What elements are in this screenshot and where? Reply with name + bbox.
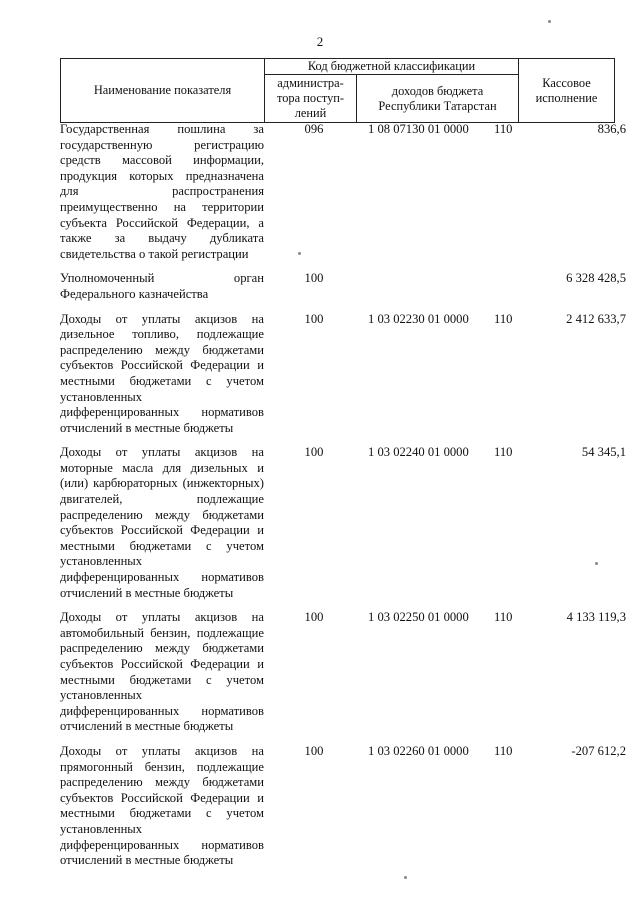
row-name: Доходы от уплаты акцизов на дизельное топливо, подлежащие распределению между бюджетами субъектов Российской Федерации и местными бюджетами с учетом установленных дифференцированных нормативов отчислений в местные бюджеты — [60, 311, 264, 435]
row-amount: 836,6 — [597, 122, 626, 136]
row-subcode: 110 — [494, 311, 513, 326]
header-name-column: Наименование показателя — [61, 59, 265, 123]
row-subcode — [494, 271, 524, 302]
row-admin-code: 100 — [304, 445, 324, 460]
header-income-column: доходов бюджета Республики Татарстан — [357, 75, 519, 123]
row-amount: 54 345,1 — [581, 445, 626, 460]
row-subcode: 110 — [494, 610, 513, 625]
row-name: Доходы от уплаты акцизов на автомобильный бензин, подлежащие распределению между бюджетами субъектов Российской Федерации и местными бюджетами с учетом установленных дифференцированных нормативов отчислений в местные бюджеты — [60, 610, 264, 734]
header-budget-code-group: Код бюджетной классификации — [265, 59, 519, 75]
row-spacer — [60, 436, 630, 445]
row-income-code: 1 03 02250 01 0000 — [368, 610, 469, 625]
table-row — [60, 610, 630, 735]
row-subcode: 110 — [494, 743, 513, 758]
table-row — [60, 744, 630, 869]
row-spacer — [60, 303, 630, 312]
row-name: Уполномоченный орган Федерального казначейства — [60, 271, 264, 301]
row-name: Доходы от уплаты акцизов на прямогонный бензин, подлежащие распределению между бюджетами субъектов Российской Федерации и местными бюджетами с учетом установленных дифференцированных нормативов отчислений в местные бюджеты — [60, 743, 264, 868]
row-spacer — [60, 735, 630, 744]
row-subcode: 110 — [494, 122, 513, 136]
row-amount: 6 328 428,5 — [566, 271, 626, 286]
scan-speck — [548, 20, 551, 23]
row-income-code: 1 08 07130 01 0000 — [368, 122, 469, 136]
table-header — [60, 58, 615, 123]
row-amount: 2 412 633,7 — [566, 311, 626, 326]
table-row — [60, 122, 630, 262]
row-admin-code: 100 — [304, 610, 324, 625]
scan-speck — [298, 252, 301, 255]
row-income-code: 1 03 02230 01 0000 — [368, 311, 469, 326]
row-spacer — [60, 601, 630, 610]
row-admin-code: 100 — [304, 743, 324, 758]
row-income-code — [360, 271, 494, 302]
row-admin-code: 100 — [304, 311, 324, 326]
row-name: Государственная пошлина за государственную регистрацию средств массовой информации, продукция которых предназначена для распространения преимущественно на территории субъекта Российской Федерации, а также за выдачу дубликата свидетельства о такой регистрации — [60, 122, 264, 261]
row-admin-code: 096 — [304, 122, 324, 136]
scan-speck — [404, 876, 407, 879]
table-row — [60, 445, 630, 601]
scan-speck — [595, 562, 598, 565]
row-income-code: 1 03 02260 01 0000 — [368, 743, 469, 758]
header-execution-column: Кассовое исполнение — [519, 59, 615, 123]
row-income-code: 1 03 02240 01 0000 — [368, 445, 469, 460]
table-row — [60, 312, 630, 437]
row-name: Доходы от уплаты акцизов на моторные масла для дизельных и (или) карбюраторных (инжекторных) двигателей, подлежащие распределению между бюджетами субъектов Российской Федерации и местными бюджетами с учетом установленных дифференцированных нормативов отчислений в местные бюджеты — [60, 445, 264, 600]
page-number: 2 — [316, 34, 324, 49]
row-subcode: 110 — [494, 445, 513, 460]
row-admin-code: 100 — [304, 271, 324, 286]
row-amount: 4 133 119,3 — [566, 610, 626, 625]
table-row — [60, 271, 630, 302]
row-amount: -207 612,2 — [571, 743, 626, 758]
row-spacer — [60, 262, 630, 271]
header-admin-column: администра-тора поступ-лений — [265, 75, 357, 123]
table-body — [60, 122, 630, 869]
